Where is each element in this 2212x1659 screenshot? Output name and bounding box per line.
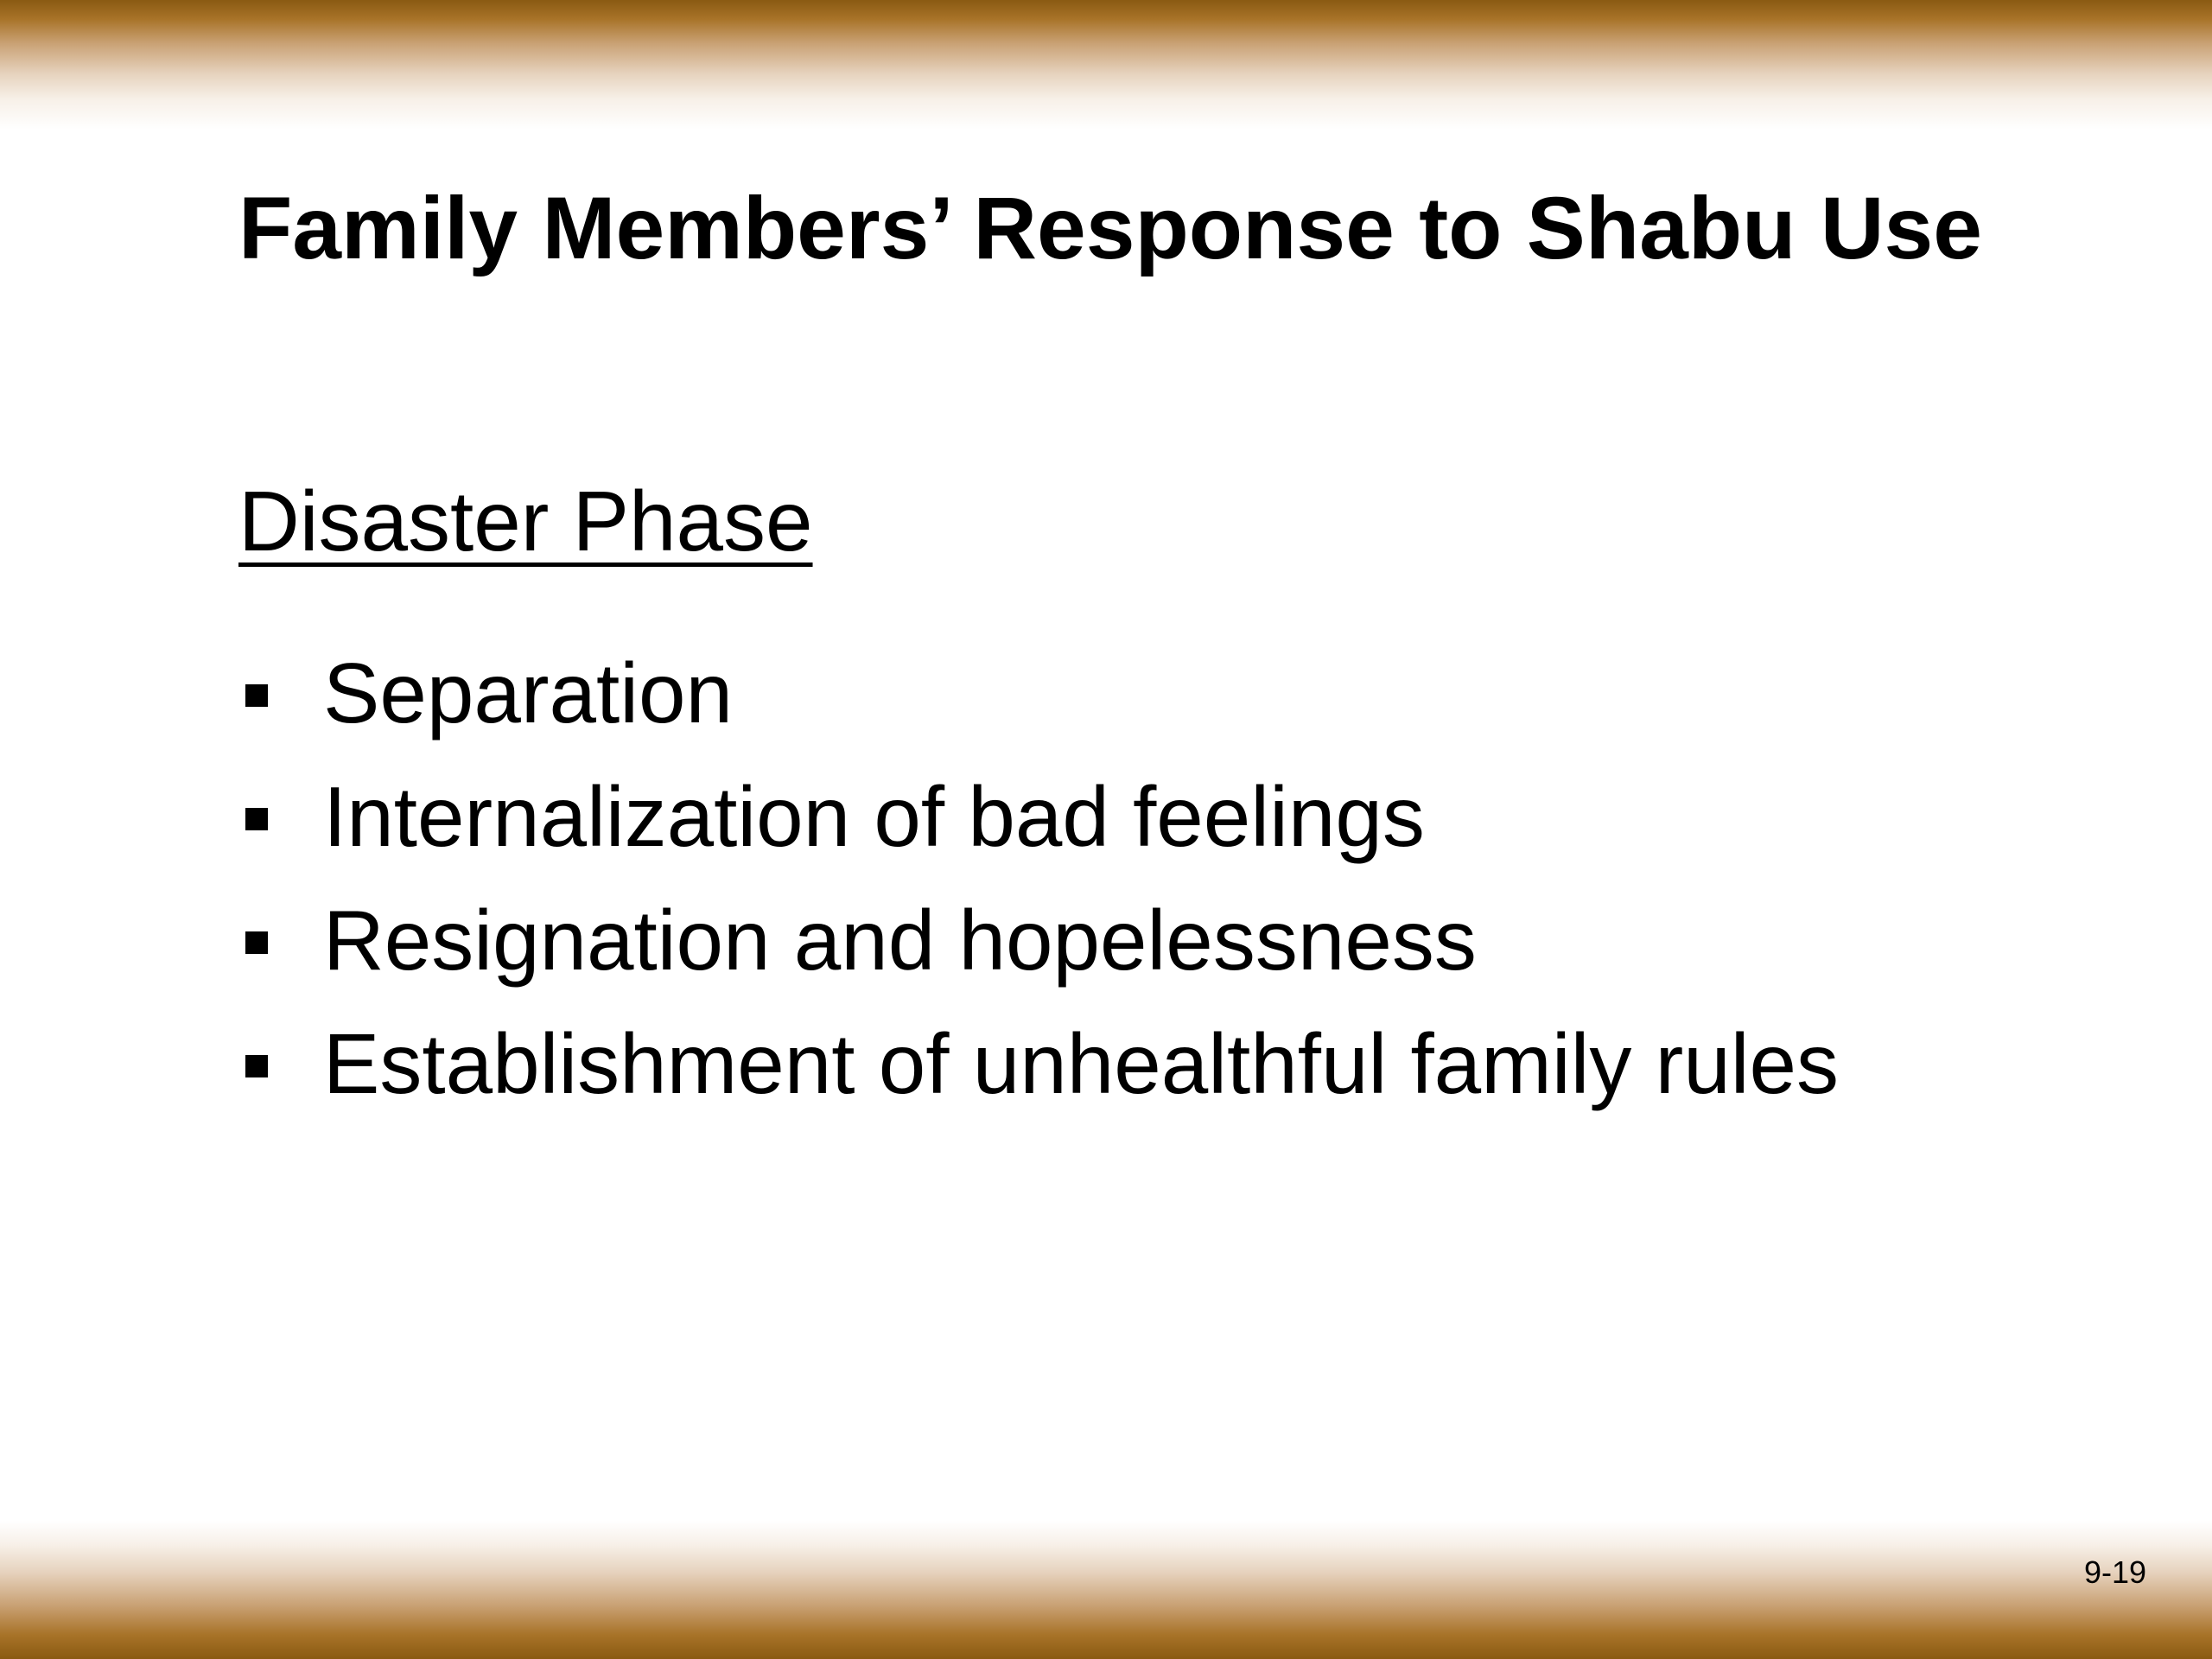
square-bullet-icon — [245, 684, 268, 707]
bullet-item — [238, 1001, 2139, 1125]
bullet-text: Internalization of bad feelings — [323, 768, 1425, 864]
bullet-text: Establishment of unhealthful family rules — [323, 1015, 1839, 1111]
bullet-item — [238, 754, 2139, 878]
square-bullet-icon — [245, 808, 268, 830]
slide-title: Family Members’ Response to Shabu Use — [238, 179, 1982, 277]
bullet-item — [238, 631, 2139, 754]
bottom-gradient-band — [0, 1521, 2212, 1659]
bullet-list — [238, 631, 2139, 1125]
slide-subheading: Disaster Phase — [238, 474, 813, 569]
slide-number: 9-19 — [2083, 1554, 2146, 1590]
bullet-text: Resignation and hopelessness — [323, 892, 1477, 988]
square-bullet-icon — [245, 1055, 268, 1077]
bullet-item — [238, 878, 2139, 1001]
bullet-text: Separation — [323, 645, 734, 741]
top-gradient-band — [0, 0, 2212, 130]
square-bullet-icon — [245, 931, 268, 954]
